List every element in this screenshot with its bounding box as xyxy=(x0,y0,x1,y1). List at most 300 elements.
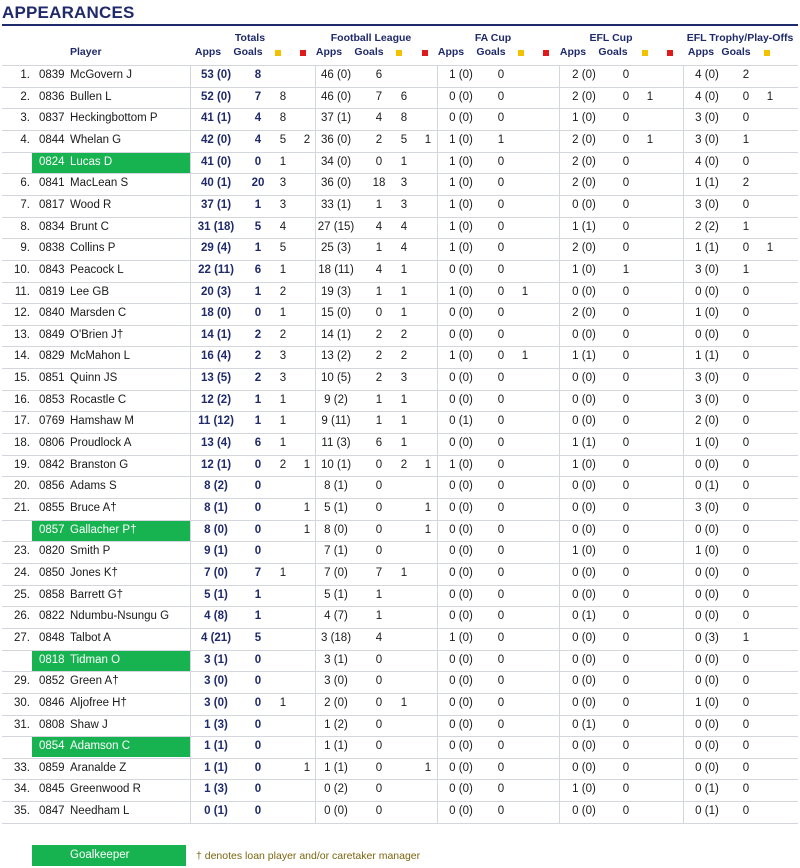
cell-efl-apps: 0 (0) xyxy=(572,329,596,341)
cell-efl-goals: 0 xyxy=(622,654,630,666)
cell-efl-goals: 0 xyxy=(622,307,630,319)
cell-fl-apps: 0 (2) xyxy=(324,783,348,795)
cell-efl-apps: 0 (0) xyxy=(572,805,596,817)
header-apps: Apps xyxy=(559,46,587,58)
cell-tot-y: 1 xyxy=(279,697,287,709)
cell-tot-goals: 0 xyxy=(254,307,262,319)
cell-fa-goals: 0 xyxy=(497,199,505,211)
cell-name: Hamshaw M xyxy=(70,415,134,427)
cell-efl-apps: 0 (0) xyxy=(572,697,596,709)
table-row xyxy=(2,390,798,411)
cell-tr-y: 1 xyxy=(766,242,774,254)
cell-efl-goals: 0 xyxy=(622,177,630,189)
cell-name: Adams S xyxy=(70,480,117,492)
cell-num: 29. xyxy=(14,675,30,687)
cell-fl-goals: 0 xyxy=(375,156,383,168)
cell-tr-apps: 0 (0) xyxy=(695,459,719,471)
cell-id: 0769 xyxy=(39,415,65,427)
cell-tot-apps: 1 (1) xyxy=(204,740,228,752)
cell-efl-goals: 0 xyxy=(622,134,630,146)
cell-tot-r: 1 xyxy=(303,524,311,536)
cell-fa-apps: 1 (0) xyxy=(449,156,473,168)
cell-fl-goals: 0 xyxy=(375,654,383,666)
cell-name: Marsden C xyxy=(70,307,127,319)
cell-id: 0855 xyxy=(39,502,65,514)
cell-num: 35. xyxy=(14,805,30,817)
cell-tot-apps: 8 (0) xyxy=(204,524,228,536)
cell-fl-y: 5 xyxy=(400,134,408,146)
table-row xyxy=(2,476,798,497)
cell-num: 6. xyxy=(20,177,30,189)
cell-tr-apps: 1 (0) xyxy=(695,697,719,709)
cell-fa-apps: 0 (0) xyxy=(449,675,473,687)
cell-tot-goals: 0 xyxy=(254,805,262,817)
cell-tr-goals: 0 xyxy=(742,762,750,774)
cell-tr-goals: 0 xyxy=(742,740,750,752)
cell-fa-goals: 0 xyxy=(497,567,505,579)
table-row xyxy=(2,368,798,389)
cell-efl-goals: 0 xyxy=(622,112,630,124)
cell-id: 0859 xyxy=(39,762,65,774)
cell-tr-goals: 1 xyxy=(742,221,750,233)
cell-fa-goals: 0 xyxy=(497,307,505,319)
cell-efl-goals: 0 xyxy=(622,415,630,427)
table-row xyxy=(2,498,798,519)
cell-efl-y: 1 xyxy=(646,91,654,103)
cell-id: 0847 xyxy=(39,805,65,817)
cell-num: 33. xyxy=(14,762,30,774)
cell-num: 1. xyxy=(20,69,30,81)
cell-tot-apps: 8 (1) xyxy=(204,502,228,514)
cell-fl-goals: 1 xyxy=(375,242,383,254)
cell-fl-goals: 2 xyxy=(375,350,383,362)
cell-fl-r: 1 xyxy=(424,762,432,774)
cell-fl-y: 2 xyxy=(400,350,408,362)
cell-fa-goals: 0 xyxy=(497,221,505,233)
cell-tot-r: 1 xyxy=(303,459,311,471)
cell-tr-apps: 0 (0) xyxy=(695,719,719,731)
cell-tot-goals: 0 xyxy=(254,480,262,492)
cell-id: 0817 xyxy=(39,199,65,211)
cell-efl-apps: 0 (0) xyxy=(572,675,596,687)
cell-tr-apps: 0 (0) xyxy=(695,286,719,298)
cell-tot-goals: 0 xyxy=(254,654,262,666)
cell-efl-apps: 0 (1) xyxy=(572,719,596,731)
cell-tot-apps: 42 (0) xyxy=(200,134,232,146)
cell-tot-y: 2 xyxy=(279,286,287,298)
cell-id: 0849 xyxy=(39,329,65,341)
cell-efl-goals: 0 xyxy=(622,372,630,384)
cell-fl-goals: 1 xyxy=(375,589,383,601)
cell-fl-apps: 3 (0) xyxy=(324,675,348,687)
header-goals: Goals xyxy=(721,46,751,58)
cell-name: Aranalde Z xyxy=(70,762,127,774)
cell-fl-apps: 19 (3) xyxy=(320,286,352,298)
cell-id: 0851 xyxy=(39,372,65,384)
cell-fl-apps: 9 (2) xyxy=(324,394,348,406)
table-row xyxy=(2,541,798,562)
cell-fa-apps: 0 (0) xyxy=(449,719,473,731)
cell-efl-apps: 2 (0) xyxy=(572,177,596,189)
cell-tot-apps: 52 (0) xyxy=(200,91,232,103)
cell-tr-apps: 1 (1) xyxy=(695,350,719,362)
cell-tr-goals: 0 xyxy=(742,199,750,211)
cell-efl-goals: 0 xyxy=(622,610,630,622)
cell-tot-goals: 8 xyxy=(254,69,262,81)
cell-tot-goals: 2 xyxy=(254,372,262,384)
cell-tr-goals: 0 xyxy=(742,783,750,795)
cell-tot-goals: 6 xyxy=(254,264,262,276)
cell-tr-apps: 1 (1) xyxy=(695,177,719,189)
cell-tr-goals: 2 xyxy=(742,177,750,189)
cell-name: Bullen L xyxy=(70,91,112,103)
cell-num: 10. xyxy=(14,264,30,276)
cell-id: 0820 xyxy=(39,545,65,557)
cell-tot-apps: 3 (1) xyxy=(204,654,228,666)
cell-fl-apps: 5 (1) xyxy=(324,502,348,514)
cell-tot-y: 1 xyxy=(279,394,287,406)
cell-name: Rocastle C xyxy=(70,394,127,406)
cell-tot-goals: 0 xyxy=(254,762,262,774)
cell-fl-goals: 6 xyxy=(375,69,383,81)
cell-fa-goals: 0 xyxy=(497,437,505,449)
cell-tr-apps: 2 (2) xyxy=(695,221,719,233)
yellow-card-icon xyxy=(764,50,770,56)
cell-fa-apps: 0 (0) xyxy=(449,329,473,341)
cell-efl-apps: 0 (0) xyxy=(572,480,596,492)
cell-fl-goals: 0 xyxy=(375,762,383,774)
cell-name: Brunt C xyxy=(70,221,109,233)
cell-tr-goals: 0 xyxy=(742,415,750,427)
cell-fa-apps: 0 (0) xyxy=(449,307,473,319)
cell-efl-apps: 0 (0) xyxy=(572,394,596,406)
cell-tot-y: 8 xyxy=(279,112,287,124)
cell-fl-goals: 0 xyxy=(375,719,383,731)
cell-fl-goals: 18 xyxy=(372,177,386,189)
cell-tot-y: 1 xyxy=(279,567,287,579)
cell-tot-apps: 4 (21) xyxy=(200,632,232,644)
cell-fa-y: 1 xyxy=(521,286,529,298)
cell-fa-goals: 0 xyxy=(497,264,505,276)
cell-name: MacLean S xyxy=(70,177,129,189)
cell-tot-apps: 40 (1) xyxy=(200,177,232,189)
cell-fl-apps: 46 (0) xyxy=(320,69,352,81)
cell-efl-apps: 1 (1) xyxy=(572,437,596,449)
cell-fl-y: 6 xyxy=(400,91,408,103)
cell-tr-apps: 0 (0) xyxy=(695,524,719,536)
cell-tot-apps: 31 (18) xyxy=(197,221,235,233)
header-goals: Goals xyxy=(233,46,263,58)
cell-tot-y: 1 xyxy=(279,415,287,427)
cell-efl-goals: 0 xyxy=(622,719,630,731)
cell-tot-apps: 13 (4) xyxy=(200,437,232,449)
cell-id: 0848 xyxy=(39,632,65,644)
table-row xyxy=(2,563,798,584)
cell-tr-y: 1 xyxy=(766,91,774,103)
cell-tot-apps: 29 (4) xyxy=(200,242,232,254)
cell-tr-apps: 0 (0) xyxy=(695,589,719,601)
cell-tot-y: 1 xyxy=(279,156,287,168)
cell-efl-apps: 0 (1) xyxy=(572,610,596,622)
cell-fl-r: 1 xyxy=(424,134,432,146)
cell-num: 31. xyxy=(14,719,30,731)
cell-tot-goals: 1 xyxy=(254,199,262,211)
cell-fa-goals: 0 xyxy=(497,286,505,298)
cell-fl-y: 4 xyxy=(400,242,408,254)
cell-fl-goals: 0 xyxy=(375,783,383,795)
cell-fa-goals: 0 xyxy=(497,675,505,687)
cell-num: 12. xyxy=(14,307,30,319)
cell-efl-apps: 0 (0) xyxy=(572,372,596,384)
cell-tot-goals: 4 xyxy=(254,134,262,146)
cell-tot-y: 1 xyxy=(279,264,287,276)
cell-id: 0840 xyxy=(39,307,65,319)
cell-fa-apps: 1 (0) xyxy=(449,69,473,81)
cell-num: 7. xyxy=(20,199,30,211)
cell-efl-goals: 0 xyxy=(622,480,630,492)
cell-id: 0834 xyxy=(39,221,65,233)
cell-fa-apps: 0 (0) xyxy=(449,762,473,774)
header-apps: Apps xyxy=(687,46,715,58)
cell-efl-goals: 0 xyxy=(622,242,630,254)
cell-efl-apps: 2 (0) xyxy=(572,69,596,81)
cell-fl-goals: 0 xyxy=(375,502,383,514)
cell-id: 0808 xyxy=(39,719,65,731)
cell-tot-goals: 1 xyxy=(254,610,262,622)
cell-fl-apps: 1 (2) xyxy=(324,719,348,731)
cell-tot-goals: 5 xyxy=(254,221,262,233)
table-row xyxy=(2,693,798,714)
cell-tr-goals: 0 xyxy=(742,156,750,168)
table-row xyxy=(2,152,798,173)
cell-num: 20. xyxy=(14,480,30,492)
cell-name: Proudlock A xyxy=(70,437,132,449)
cell-name: Branston G xyxy=(70,459,129,471)
cell-tr-goals: 0 xyxy=(742,567,750,579)
cell-fa-goals: 0 xyxy=(497,329,505,341)
cell-tr-apps: 0 (1) xyxy=(695,480,719,492)
cell-fa-apps: 0 (0) xyxy=(449,91,473,103)
cell-fl-goals: 1 xyxy=(375,610,383,622)
cell-fl-goals: 0 xyxy=(375,459,383,471)
cell-fl-y: 1 xyxy=(400,156,408,168)
cell-fa-apps: 0 (0) xyxy=(449,654,473,666)
cell-id: 0844 xyxy=(39,134,65,146)
header-goals: Goals xyxy=(354,46,384,58)
cell-fl-apps: 7 (1) xyxy=(324,545,348,557)
cell-tot-goals: 1 xyxy=(254,286,262,298)
cell-fa-goals: 0 xyxy=(497,610,505,622)
cell-efl-goals: 0 xyxy=(622,69,630,81)
cell-fa-goals: 0 xyxy=(497,350,505,362)
table-row xyxy=(2,195,798,216)
cell-fa-apps: 0 (0) xyxy=(449,394,473,406)
cell-fl-apps: 36 (0) xyxy=(320,177,352,189)
cell-fl-y: 1 xyxy=(400,394,408,406)
cell-tot-y: 5 xyxy=(279,134,287,146)
cell-efl-apps: 1 (0) xyxy=(572,264,596,276)
cell-fa-goals: 0 xyxy=(497,502,505,514)
cell-tot-apps: 53 (0) xyxy=(200,69,232,81)
cell-efl-apps: 0 (0) xyxy=(572,199,596,211)
cell-efl-goals: 0 xyxy=(622,805,630,817)
cell-id: 0843 xyxy=(39,264,65,276)
yellow-card-icon xyxy=(518,50,524,56)
cell-efl-goals: 0 xyxy=(622,740,630,752)
cell-fa-goals: 0 xyxy=(497,524,505,536)
cell-efl-goals: 0 xyxy=(622,221,630,233)
cell-fl-apps: 46 (0) xyxy=(320,91,352,103)
cell-id: 0806 xyxy=(39,437,65,449)
cell-fa-y: 1 xyxy=(521,350,529,362)
cell-fa-goals: 0 xyxy=(497,589,505,601)
table-row xyxy=(2,801,798,822)
cell-fa-goals: 0 xyxy=(497,372,505,384)
cell-tot-apps: 4 (8) xyxy=(204,610,228,622)
cell-fl-apps: 9 (11) xyxy=(321,415,351,427)
cell-tr-apps: 4 (0) xyxy=(695,91,719,103)
cell-tot-apps: 9 (1) xyxy=(204,545,228,557)
table-row xyxy=(2,173,798,194)
cell-num: 9. xyxy=(20,242,30,254)
cell-fa-apps: 0 (0) xyxy=(449,610,473,622)
cell-fl-y: 3 xyxy=(400,199,408,211)
cell-tot-goals: 4 xyxy=(254,112,262,124)
cell-fl-goals: 2 xyxy=(375,134,383,146)
cell-efl-apps: 1 (0) xyxy=(572,112,596,124)
header-goals: Goals xyxy=(476,46,506,58)
cell-fa-goals: 0 xyxy=(497,69,505,81)
cell-efl-apps: 0 (0) xyxy=(572,415,596,427)
cell-fa-apps: 0 (0) xyxy=(449,805,473,817)
cell-fa-apps: 0 (0) xyxy=(449,567,473,579)
cell-tr-apps: 1 (0) xyxy=(695,437,719,449)
cell-tr-apps: 0 (0) xyxy=(695,329,719,341)
cell-fl-apps: 3 (18) xyxy=(320,632,352,644)
cell-fl-apps: 1 (1) xyxy=(324,740,348,752)
cell-efl-y: 1 xyxy=(646,134,654,146)
cell-efl-apps: 2 (0) xyxy=(572,307,596,319)
cell-tot-goals: 7 xyxy=(254,567,262,579)
cell-tot-y: 3 xyxy=(279,199,287,211)
table-row xyxy=(2,606,798,627)
cell-num: 14. xyxy=(14,350,30,362)
cell-fl-apps: 2 (0) xyxy=(324,697,348,709)
table-row xyxy=(2,779,798,800)
table-row xyxy=(2,758,798,779)
cell-num: 26. xyxy=(14,610,30,622)
header-efl-trophy: EFL Trophy/Play-Offs xyxy=(686,32,794,44)
cell-fa-goals: 0 xyxy=(497,480,505,492)
cell-fa-goals: 0 xyxy=(497,762,505,774)
cell-num: 30. xyxy=(14,697,30,709)
cell-fa-apps: 0 (0) xyxy=(449,372,473,384)
cell-tr-apps: 0 (0) xyxy=(695,567,719,579)
cell-tot-y: 8 xyxy=(279,91,287,103)
cell-id: 0837 xyxy=(39,112,65,124)
header-totals: Totals xyxy=(234,32,266,44)
cell-num: 18. xyxy=(14,437,30,449)
cell-id: 0824 xyxy=(39,156,65,168)
cell-id: 0818 xyxy=(39,654,65,666)
cell-tr-apps: 3 (0) xyxy=(695,372,719,384)
cell-tot-goals: 0 xyxy=(254,545,262,557)
red-card-icon xyxy=(543,50,549,56)
cell-tot-y: 1 xyxy=(279,437,287,449)
cell-tot-goals: 0 xyxy=(254,740,262,752)
header-efl-cup: EFL Cup xyxy=(589,32,633,44)
cell-tot-apps: 1 (1) xyxy=(204,762,228,774)
cell-num: 5. xyxy=(20,156,30,168)
cell-tot-goals: 7 xyxy=(254,91,262,103)
cell-name: Needham L xyxy=(70,805,130,817)
cell-fa-apps: 1 (0) xyxy=(449,286,473,298)
cell-fa-apps: 0 (0) xyxy=(449,589,473,601)
cell-tr-apps: 3 (0) xyxy=(695,394,719,406)
cell-fa-goals: 0 xyxy=(497,242,505,254)
table-row xyxy=(2,65,798,86)
cell-tr-goals: 0 xyxy=(742,459,750,471)
cell-fa-goals: 0 xyxy=(497,112,505,124)
cell-fl-goals: 1 xyxy=(375,394,383,406)
cell-num: 16. xyxy=(14,394,30,406)
cell-tot-apps: 22 (11) xyxy=(198,264,234,276)
cell-fl-goals: 7 xyxy=(375,567,383,579)
cell-efl-apps: 2 (0) xyxy=(572,156,596,168)
cell-tr-goals: 0 xyxy=(742,524,750,536)
cell-tot-r: 1 xyxy=(303,502,311,514)
cell-fa-apps: 0 (0) xyxy=(449,545,473,557)
header-football-league: Football League xyxy=(330,32,412,44)
cell-fl-y: 2 xyxy=(400,329,408,341)
cell-tot-goals: 20 xyxy=(251,177,265,189)
cell-efl-goals: 0 xyxy=(622,762,630,774)
cell-id: 0846 xyxy=(39,697,65,709)
cell-fa-goals: 0 xyxy=(497,459,505,471)
cell-fa-goals: 0 xyxy=(497,783,505,795)
cell-fa-apps: 0 (0) xyxy=(449,783,473,795)
cell-fl-y: 1 xyxy=(400,307,408,319)
cell-name: Shaw J xyxy=(70,719,108,731)
cell-fa-goals: 0 xyxy=(497,177,505,189)
header-apps: Apps xyxy=(437,46,465,58)
cell-id: 0858 xyxy=(39,589,65,601)
cell-fl-apps: 34 (0) xyxy=(320,156,352,168)
cell-tot-apps: 14 (1) xyxy=(200,329,232,341)
cell-tr-goals: 0 xyxy=(742,286,750,298)
cell-efl-apps: 0 (0) xyxy=(572,762,596,774)
cell-num: 28. xyxy=(14,654,30,666)
cell-tr-goals: 0 xyxy=(742,307,750,319)
cell-fa-apps: 1 (0) xyxy=(449,134,473,146)
header-player: Player xyxy=(70,46,102,58)
cell-tot-goals: 1 xyxy=(254,415,262,427)
cell-name: Adamson C xyxy=(70,740,131,752)
cell-id: 0850 xyxy=(39,567,65,579)
cell-tot-apps: 3 (0) xyxy=(204,697,228,709)
legend-loan-note: † denotes loan player and/or caretaker manager xyxy=(196,850,421,862)
cell-tot-apps: 1 (3) xyxy=(204,783,228,795)
cell-efl-apps: 0 (0) xyxy=(572,502,596,514)
cell-fl-y: 1 xyxy=(400,286,408,298)
cell-fa-apps: 1 (0) xyxy=(449,242,473,254)
cell-tr-goals: 1 xyxy=(742,632,750,644)
cell-efl-apps: 0 (0) xyxy=(572,632,596,644)
cell-fl-goals: 7 xyxy=(375,91,383,103)
cell-tot-goals: 2 xyxy=(254,350,262,362)
cell-fl-y: 8 xyxy=(400,112,408,124)
cell-name: Jones K† xyxy=(70,567,118,579)
